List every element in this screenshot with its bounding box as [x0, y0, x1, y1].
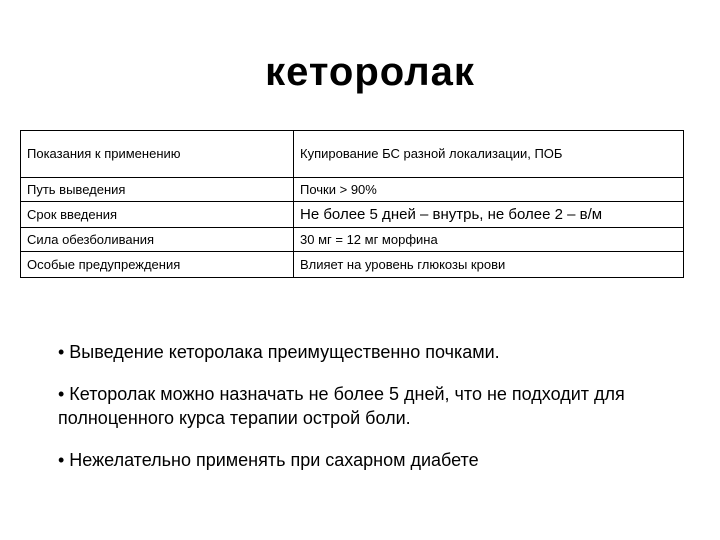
bullet-list [58, 340, 678, 490]
row-label-excretion: Путь выведения [21, 178, 294, 202]
table-row [21, 131, 684, 178]
table-row [21, 252, 684, 278]
drug-info-table [20, 130, 684, 278]
bullet-item-diabetes: • Нежелательно применять при сахарном диабете [58, 450, 479, 470]
row-value-potency: 30 мг = 12 мг морфина [294, 228, 684, 252]
row-value-warnings: Влияет на уровень глюкозы крови [294, 252, 684, 278]
row-value-duration: Не более 5 дней – внутрь, не более 2 – в/м [294, 202, 684, 228]
table-row [21, 178, 684, 202]
row-label-warnings: Особые предупреждения [21, 252, 294, 278]
row-value-excretion: Почки > 90% [294, 178, 684, 202]
bullet-item-excretion: • Выведение кеторолака преимущественно почками. [58, 342, 500, 362]
table-row [21, 202, 684, 228]
page-title: кеторолак [265, 50, 475, 94]
row-value-indications: Купирование БС разной локализации, ПОБ [294, 131, 684, 178]
table-row [21, 228, 684, 252]
bullet-item-duration: • Кеторолак можно назначать не более 5 дней, что не подходит для полноценного курса терапии острой боли. [58, 384, 625, 428]
row-label-duration: Срок введения [21, 202, 294, 228]
row-label-potency: Сила обезболивания [21, 228, 294, 252]
row-label-indications: Показания к применению [21, 131, 294, 178]
